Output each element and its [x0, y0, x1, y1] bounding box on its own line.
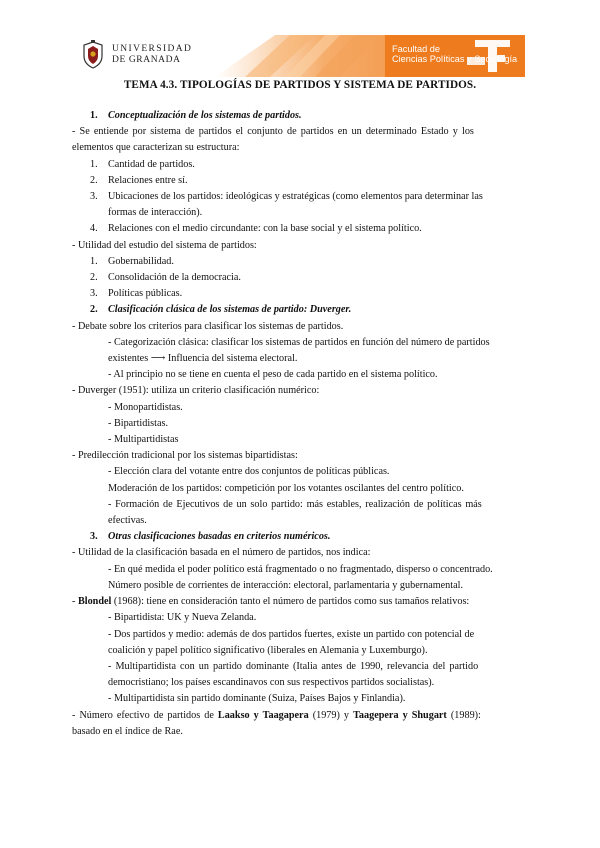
list-item — [72, 286, 528, 302]
paragraph-line: existentes ⟶ Influencia del sistema electoral. — [108, 353, 298, 365]
text-run: (1968): tiene en consideración tanto el número de partidos como sus tamaños relativos: — [111, 596, 470, 608]
paragraph-line: - Utilidad del estudio del sistema de partidos: — [72, 239, 257, 251]
section-title: Otras clasificaciones basadas en criterios numéricos. — [108, 531, 331, 543]
faculty-name-line2: Ciencias Políticas y Sociología — [392, 54, 518, 64]
paragraph-line: - Bipartidista: UK y Nueva Zelanda. — [108, 612, 257, 624]
paragraph-line: - Se entiende por sistema de partidos el conjunto de partidos en un determinado Estado y los — [72, 126, 474, 138]
document-title: TEMA 4.3. TIPOLOGÍAS DE PARTIDOS Y SISTEMA DE PARTIDOS. — [123, 79, 477, 91]
paragraph-line: - Utilidad de la clasificación basada en el número de partidos, nos indica: — [72, 547, 371, 559]
list-text: formas de interacción). — [108, 207, 203, 219]
paragraph-line: - Elección clara del votante entre dos conjuntos de políticas públicas. — [108, 466, 390, 478]
list-item — [72, 205, 528, 221]
list-text: Cantidad de partidos. — [108, 158, 195, 170]
paragraph-line: - Predilección tradicional por los sistemas bipartidistas: — [72, 450, 298, 462]
university-logo — [80, 40, 192, 70]
paragraph-line: - Multipartidista con un partido dominante (Italia antes de 1990, relevancia del partido — [108, 660, 479, 672]
list-number: 4. — [90, 223, 98, 235]
author-name: Taagepera y Shugart — [353, 709, 447, 721]
paragraph-line: - Dos partidos y medio: además de dos partidos fuertes, existe un partido con potencial de — [108, 628, 475, 640]
section-title: Clasificación clásica de los sistemas de partido: Duverger. — [108, 304, 352, 316]
text-run: (1989): — [446, 709, 481, 721]
section-heading-3 — [72, 529, 528, 545]
paragraph-line: basado en el índice de Rae. — [72, 725, 183, 737]
list-text: Relaciones con el medio circundante: con la base social y el sistema político. — [108, 223, 422, 235]
list-item: - Bipartidistas. — [108, 417, 168, 429]
section-number: 2. — [90, 304, 98, 316]
list-number: 3. — [90, 191, 98, 203]
list-number: 2. — [90, 272, 98, 284]
university-name — [112, 44, 192, 66]
text-run: - Número efectivo de partidos de — [72, 709, 218, 721]
list-item — [72, 189, 528, 205]
list-number: 2. — [90, 174, 98, 186]
list-text: Consolidación de la democracia. — [108, 272, 241, 284]
faculty-name — [392, 44, 517, 64]
paragraph-line: democristiano; los países escandinavos con sus respectivos partidos socialistas). — [108, 677, 435, 689]
list-item — [72, 270, 528, 286]
section-number: 1. — [90, 110, 98, 121]
paragraph-line: Número posible de corrientes de interacción: electoral, parlamentaria y gubernamental. — [108, 579, 463, 591]
university-crest-icon — [80, 40, 106, 70]
list-text: Políticas públicas. — [108, 288, 183, 300]
list-number: 1. — [90, 158, 98, 170]
paragraph-line: - Duverger (1951): utiliza un criterio clasificación numérico: — [72, 385, 320, 397]
paragraph-line: - Formación de Ejecutivos de un solo partido: más estables, realización de políticas más — [108, 498, 482, 510]
paragraph-line — [72, 708, 528, 724]
paragraph-line: efectivas. — [108, 515, 147, 527]
paragraph-line: elementos que caracterizan su estructura: — [72, 142, 240, 154]
paragraph-line: - Al principio no se tiene en cuenta el peso de cada partido en el sistema político. — [108, 369, 438, 381]
university-name-line1: UNIVERSIDAD — [112, 44, 193, 54]
document-body — [72, 108, 528, 740]
list-item — [72, 157, 528, 173]
list-item — [72, 173, 528, 189]
list-text: Gobernabilidad. — [108, 255, 174, 267]
faculty-name-line1: Facultad de — [392, 44, 441, 54]
paragraph-line: Moderación de los partidos: competición por los votantes oscilantes del centro político. — [108, 482, 464, 494]
paragraph-line: coalición y papel político significativo (liberales en Alemania y Luxemburgo). — [108, 644, 428, 656]
list-number: 1. — [90, 255, 98, 267]
text-run: (1979) y — [308, 709, 354, 721]
list-item: - Monopartidistas. — [108, 401, 183, 413]
list-number: 3. — [90, 288, 98, 300]
section-heading-2 — [72, 302, 528, 318]
text-run: - — [72, 596, 78, 608]
section-title: Conceptualización de los sistemas de partidos. — [108, 110, 302, 121]
paragraph-line: - Categorización clásica: clasificar los sistemas de partidos en función del número de partidos — [108, 336, 490, 348]
list-text: Relaciones entre sí. — [108, 174, 188, 186]
section-number: 3. — [90, 531, 98, 543]
list-text: Ubicaciones de los partidos: ideológicas y estratégicas (como elementos para determinar las — [108, 191, 483, 203]
paragraph-line — [72, 594, 528, 610]
university-name-line2: DE GRANADA — [112, 55, 181, 65]
author-name: Blondel — [77, 596, 112, 608]
paragraph-line: - Multipartidista sin partido dominante (Suiza, Países Bajos y Finlandia). — [108, 693, 406, 705]
section-heading-1 — [72, 108, 528, 124]
author-name: Laakso y Taagapera — [217, 709, 309, 721]
list-item — [72, 254, 528, 270]
list-item — [72, 221, 528, 237]
paragraph-line: - Debate sobre los criterios para clasificar los sistemas de partidos. — [72, 320, 344, 332]
paragraph-line: - En qué medida el poder político está fragmentado o no fragmentado, disperso o concentrado. — [108, 563, 493, 575]
list-item: - Multipartidistas — [108, 434, 179, 446]
